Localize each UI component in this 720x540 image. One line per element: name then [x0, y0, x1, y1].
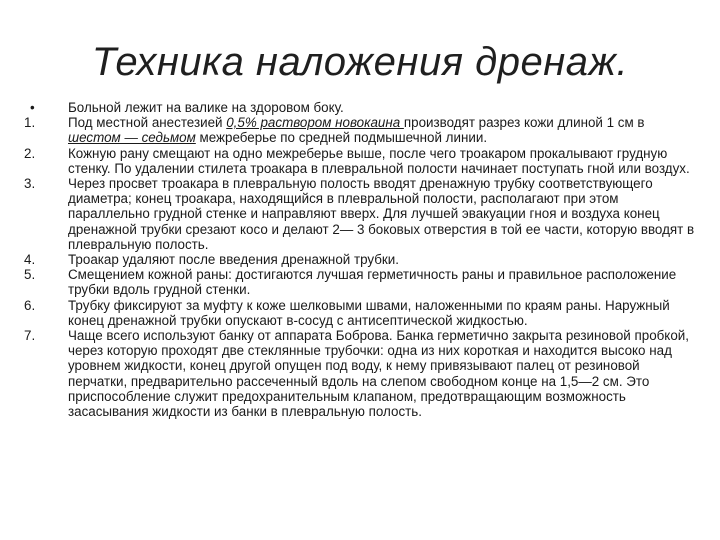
text-segment: межреберье по средней подмышечной линии.	[195, 130, 488, 146]
list-number: 2.	[24, 145, 36, 161]
list-number: 4.	[24, 252, 36, 268]
list-item-text: Трубку фиксируют за муфту к коже шелковыми швами, наложенными по краям раны. Наружный конец дренажной трубки опускают в-сосуд с антисептической жидкостью.	[68, 297, 670, 328]
list-number: 1.	[24, 115, 36, 131]
list-item-text	[68, 115, 698, 145]
list-item	[22, 267, 698, 297]
list-item-text: Смещением кожной раны: достигаются лучшая герметичность раны и правильное расположение трубки вдоль грудной стенки.	[68, 267, 677, 298]
list-number: 5.	[24, 267, 36, 283]
list-bullet: •	[30, 100, 35, 115]
list-item	[22, 176, 698, 252]
list-item	[22, 115, 698, 145]
list-item-text: Больной лежит на валике на здоровом боку.	[68, 100, 344, 115]
list-item-text: Через просвет троакара в плевральную полость вводят дренажную трубку соответствующего диаметра; конец троакара, находящийся в плевральной полости, располагают при этом параллельно грудной стенке и направляют вверх. Для лучшей эвакуации гноя и воздуха конец дренажной трубки срезают косо и делают 2— 3 боковых отверстия в той ее части, которую вводят в плевральную полость.	[68, 176, 695, 252]
list-item	[22, 298, 698, 328]
text-segment: производят разрез кожи длиной 1 см в	[403, 115, 645, 131]
list-item	[22, 146, 698, 176]
list-number: 7.	[24, 328, 36, 344]
slide-title: Техника наложения дренаж.	[91, 40, 629, 84]
underlined-italic-text: шестом — седьмом	[68, 130, 196, 146]
list-item	[22, 328, 698, 419]
list-item-text: Чаще всего используют банку от аппарата Боброва. Банка герметично закрыта резиновой пробкой, через которую проходят две стеклянные трубочки: одна из них короткая и находится высоко над уровнем жидкости, конец другой опущен под воду, к нему привязывают палец от резиновой перчатки, предварительно рассеченный вдоль на слепом свободном конце на 1,5—2 см. Это приспособление служит предохранительным клапаном, предотвращающим возможность засасывания жидкости из банки в плевральную полость.	[68, 328, 689, 420]
list-number: 6.	[24, 297, 36, 313]
underlined-italic-text: 0,5% раствором новокаина	[226, 115, 404, 131]
text-segment: Под местной анестезией	[68, 115, 227, 131]
list-item-text: Троакар удаляют после введения дренажной трубки.	[68, 252, 399, 268]
content-list	[22, 100, 698, 419]
list-item	[22, 100, 698, 115]
list-item	[22, 252, 698, 267]
list-item-text: Кожную рану смещают на одно межреберье выше, после чего троакаром прокалывают грудную стенку. По удалении стилета троакара в плевральной полости начинает поступать гной или воздух.	[68, 145, 690, 176]
list-number: 3.	[24, 176, 36, 192]
